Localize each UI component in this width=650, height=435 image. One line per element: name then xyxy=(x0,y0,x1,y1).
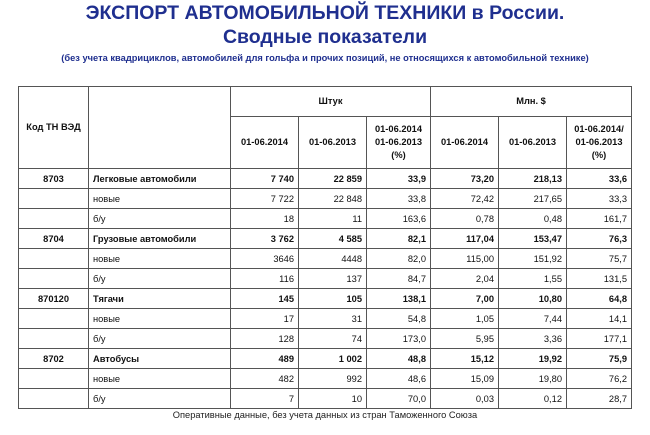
cell-units-2013: 11 xyxy=(299,209,367,229)
cell-units-pct: 54,8 xyxy=(367,309,431,329)
cell-money-pct: 75,7 xyxy=(567,249,632,269)
cell-units-2014: 145 xyxy=(231,289,299,309)
cell-units-2014: 7 740 xyxy=(231,169,299,189)
table-row xyxy=(19,329,632,349)
cell-code-blank xyxy=(19,329,89,349)
cell-name: новые xyxy=(89,189,231,209)
table-row xyxy=(19,389,632,409)
cell-name: Грузовые автомобили xyxy=(89,229,231,249)
cell-money-pct: 14,1 xyxy=(567,309,632,329)
cell-units-2014: 3 762 xyxy=(231,229,299,249)
cell-money-2014: 117,04 xyxy=(431,229,499,249)
cell-units-pct: 48,6 xyxy=(367,369,431,389)
cell-code: 8702 xyxy=(19,349,89,369)
cell-money-2014: 72,42 xyxy=(431,189,499,209)
export-table xyxy=(18,86,632,409)
cell-units-pct: 33,9 xyxy=(367,169,431,189)
cell-code: 8704 xyxy=(19,229,89,249)
cell-money-pct: 161,7 xyxy=(567,209,632,229)
cell-money-pct: 76,3 xyxy=(567,229,632,249)
cell-money-2013: 0,48 xyxy=(499,209,567,229)
cell-money-2013: 19,80 xyxy=(499,369,567,389)
cell-money-2014: 15,09 xyxy=(431,369,499,389)
header-units-2014: 01-06.2014 xyxy=(231,117,299,169)
cell-code-blank xyxy=(19,269,89,289)
cell-money-2013: 218,13 xyxy=(499,169,567,189)
table-header xyxy=(19,87,632,169)
cell-code-blank xyxy=(19,189,89,209)
cell-name: новые xyxy=(89,309,231,329)
cell-units-pct: 70,0 xyxy=(367,389,431,409)
cell-units-2014: 482 xyxy=(231,369,299,389)
cell-units-2014: 18 xyxy=(231,209,299,229)
header-units-ratio-line2: 01-06.2013 xyxy=(374,137,423,147)
header-money-ratio-line3: (%) xyxy=(591,150,607,160)
cell-name: б/у xyxy=(89,209,231,229)
table-row xyxy=(19,189,632,209)
cell-units-2014: 17 xyxy=(231,309,299,329)
cell-money-2013: 151,92 xyxy=(499,249,567,269)
header-money-2014: 01-06.2014 xyxy=(431,117,499,169)
cell-money-2014: 5,95 xyxy=(431,329,499,349)
cell-money-pct: 28,7 xyxy=(567,389,632,409)
cell-money-2014: 0,78 xyxy=(431,209,499,229)
cell-code-blank xyxy=(19,249,89,269)
cell-money-2014: 73,20 xyxy=(431,169,499,189)
table-row xyxy=(19,249,632,269)
cell-name: новые xyxy=(89,369,231,389)
cell-units-2013: 31 xyxy=(299,309,367,329)
cell-money-2013: 3,36 xyxy=(499,329,567,349)
cell-name: б/у xyxy=(89,389,231,409)
header-group-money: Млн. $ xyxy=(431,87,632,117)
cell-units-2013: 10 xyxy=(299,389,367,409)
cell-money-2013: 19,92 xyxy=(499,349,567,369)
cell-units-2014: 116 xyxy=(231,269,299,289)
cell-units-2013: 4 585 xyxy=(299,229,367,249)
header-money-ratio-line2: 01-06.2013 xyxy=(575,137,623,147)
table-row xyxy=(19,269,632,289)
table-row xyxy=(19,369,632,389)
table-row xyxy=(19,229,632,249)
table-row xyxy=(19,349,632,369)
header-name-blank xyxy=(89,87,231,169)
cell-money-2014: 0,03 xyxy=(431,389,499,409)
cell-code: 870120 xyxy=(19,289,89,309)
cell-units-2013: 992 xyxy=(299,369,367,389)
cell-name: б/у xyxy=(89,329,231,349)
header-units-ratio-line3: (%) xyxy=(391,150,406,160)
cell-units-2013: 4448 xyxy=(299,249,367,269)
cell-money-2014: 115,00 xyxy=(431,249,499,269)
table-row xyxy=(19,289,632,309)
cell-money-2013: 217,65 xyxy=(499,189,567,209)
cell-units-pct: 173,0 xyxy=(367,329,431,349)
header-code: Код ТН ВЭД xyxy=(19,87,89,169)
cell-units-2013: 22 859 xyxy=(299,169,367,189)
cell-units-pct: 138,1 xyxy=(367,289,431,309)
cell-money-pct: 131,5 xyxy=(567,269,632,289)
header-money-ratio xyxy=(567,117,632,169)
cell-units-2013: 22 848 xyxy=(299,189,367,209)
cell-money-pct: 177,1 xyxy=(567,329,632,349)
cell-units-2014: 3646 xyxy=(231,249,299,269)
cell-name: Автобусы xyxy=(89,349,231,369)
cell-units-2013: 137 xyxy=(299,269,367,289)
cell-name: Легковые автомобили xyxy=(89,169,231,189)
cell-money-2013: 153,47 xyxy=(499,229,567,249)
cell-money-2013: 7,44 xyxy=(499,309,567,329)
cell-units-2014: 128 xyxy=(231,329,299,349)
cell-money-pct: 75,9 xyxy=(567,349,632,369)
cell-money-2014: 2,04 xyxy=(431,269,499,289)
cell-money-2013: 1,55 xyxy=(499,269,567,289)
table-row xyxy=(19,309,632,329)
cell-name: новые xyxy=(89,249,231,269)
cell-units-pct: 84,7 xyxy=(367,269,431,289)
cell-units-2013: 105 xyxy=(299,289,367,309)
cell-units-pct: 48,8 xyxy=(367,349,431,369)
cell-units-pct: 163,6 xyxy=(367,209,431,229)
page-subtitle-heading: Сводные показатели xyxy=(222,26,428,48)
cell-units-2013: 1 002 xyxy=(299,349,367,369)
table-body xyxy=(19,169,632,409)
cell-money-2014: 15,12 xyxy=(431,349,499,369)
header-group-units: Штук xyxy=(231,87,431,117)
cell-name: б/у xyxy=(89,269,231,289)
cell-code-blank xyxy=(19,389,89,409)
cell-units-2014: 7 xyxy=(231,389,299,409)
cell-code: 8703 xyxy=(19,169,89,189)
cell-code-blank xyxy=(19,209,89,229)
cell-units-2014: 7 722 xyxy=(231,189,299,209)
footnote: Оперативные данные, без учета данных из стран Таможенного Союза xyxy=(172,410,478,420)
header-units-2013: 01-06.2013 xyxy=(299,117,367,169)
cell-money-pct: 33,6 xyxy=(567,169,632,189)
cell-money-2013: 10,80 xyxy=(499,289,567,309)
header-money-2013: 01-06.2013 xyxy=(499,117,567,169)
cell-units-pct: 82,1 xyxy=(367,229,431,249)
cell-units-pct: 82,0 xyxy=(367,249,431,269)
cell-money-2013: 0,12 xyxy=(499,389,567,409)
page-subtitle-note: (без учета квадрициклов, автомобилей для гольфа и прочих позиций, не относящихся к автомобильной технике) xyxy=(61,53,589,63)
table-row xyxy=(19,209,632,229)
cell-code-blank xyxy=(19,369,89,389)
table-row xyxy=(19,169,632,189)
page-title: ЭКСПОРТ АВТОМОБИЛЬНОЙ ТЕХНИКИ в России. xyxy=(85,2,565,24)
cell-units-2014: 489 xyxy=(231,349,299,369)
cell-money-2014: 1,05 xyxy=(431,309,499,329)
cell-name: Тягачи xyxy=(89,289,231,309)
cell-code-blank xyxy=(19,309,89,329)
cell-money-pct: 76,2 xyxy=(567,369,632,389)
header-money-ratio-line1: 01-06.2014/ xyxy=(574,124,624,134)
cell-money-pct: 33,3 xyxy=(567,189,632,209)
cell-money-pct: 64,8 xyxy=(567,289,632,309)
cell-units-pct: 33,8 xyxy=(367,189,431,209)
cell-units-2013: 74 xyxy=(299,329,367,349)
cell-money-2014: 7,00 xyxy=(431,289,499,309)
header-units-ratio xyxy=(367,117,431,169)
header-units-ratio-line1: 01-06.2014 xyxy=(374,124,423,134)
